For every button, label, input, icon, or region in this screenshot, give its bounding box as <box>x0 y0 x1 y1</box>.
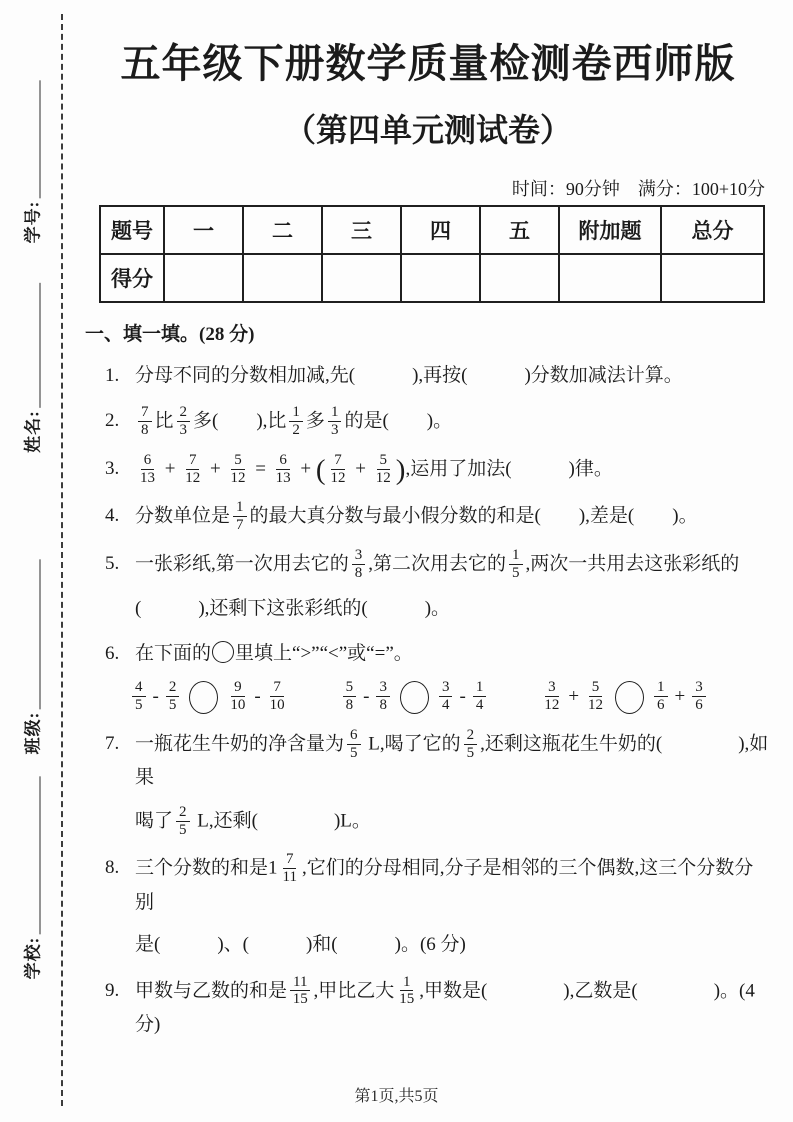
name-blank-line <box>38 283 41 408</box>
question-text: 的最大真分数与最小假分数的和是( ),差是( )。 <box>249 506 698 528</box>
fraction-numerator: 11 <box>290 974 310 992</box>
question-line <box>135 593 771 625</box>
fraction <box>281 851 299 886</box>
fraction <box>329 452 348 487</box>
fraction-numerator: 4 <box>132 679 146 697</box>
fraction-numerator: 1 <box>400 974 414 992</box>
header-part-2: 二 <box>243 206 322 254</box>
fraction-numerator: 5 <box>589 679 603 697</box>
fraction <box>347 727 361 762</box>
question-row <box>85 975 771 1042</box>
question-text: - <box>254 686 261 708</box>
question-row <box>85 548 771 625</box>
score-row-label: 得分 <box>100 254 164 302</box>
question-body <box>135 548 771 625</box>
fraction <box>397 974 416 1009</box>
fraction-denominator: 13 <box>275 469 291 486</box>
question-number: 5. <box>105 553 120 575</box>
fraction-numerator: 2 <box>176 804 190 822</box>
question-text: + <box>295 458 316 480</box>
fraction-numerator: 5 <box>377 452 391 470</box>
fraction <box>374 452 393 487</box>
question-body <box>135 852 771 961</box>
question-line <box>135 638 771 670</box>
question-number: 6. <box>105 642 120 664</box>
fraction-denominator: 11 <box>282 869 297 886</box>
question-text: = <box>250 458 271 480</box>
question-text: + <box>205 458 226 480</box>
fraction <box>542 679 561 714</box>
sidebar-field-name <box>19 283 44 453</box>
fraction-denominator: 12 <box>185 469 201 486</box>
section-title: 一、填一填。(28 分) <box>85 324 255 345</box>
fraction <box>177 404 191 439</box>
fraction-denominator: 10 <box>269 697 285 714</box>
time-and-score-info: 时间：90分钟 满分：100+10分 <box>511 179 765 199</box>
fraction <box>290 974 310 1009</box>
fraction-denominator: 5 <box>350 744 358 761</box>
score-cell <box>322 254 401 302</box>
fraction-denominator: 4 <box>441 697 450 714</box>
fraction <box>509 547 523 582</box>
question-body <box>135 975 771 1042</box>
question-number: 4. <box>105 505 120 527</box>
question-text: ,它们的分母相同,分子是相邻的三个偶数,这三个分数分别 <box>135 858 754 913</box>
fraction-denominator: 6 <box>695 697 703 714</box>
fraction-denominator: 8 <box>141 422 149 439</box>
fraction-numerator: 2 <box>177 404 191 422</box>
score-table-header-row <box>100 206 764 254</box>
question-line <box>135 548 771 583</box>
fraction-numerator: 2 <box>166 679 180 697</box>
comparison-expression <box>340 680 490 715</box>
score-cell <box>164 254 243 302</box>
question-text: ,运用了加法( )律。 <box>405 458 613 480</box>
fraction-denominator: 12 <box>375 469 391 486</box>
fraction-denominator: 3 <box>179 422 188 439</box>
question-number: 3. <box>105 457 120 479</box>
fraction-denominator: 12 <box>588 697 604 714</box>
fraction-denominator: 8 <box>379 697 387 714</box>
paper-content <box>85 0 771 1054</box>
question-body <box>135 500 771 535</box>
fraction-denominator: 5 <box>466 744 475 761</box>
name-label: 姓名: <box>23 410 43 453</box>
fraction-numerator: 7 <box>186 452 200 470</box>
fraction-numerator: 1 <box>328 404 342 422</box>
fraction-numerator: 1 <box>473 679 487 697</box>
page-number: 第1页,共5页 <box>354 1088 439 1105</box>
question-body <box>135 728 771 839</box>
fraction <box>228 452 247 487</box>
question-line <box>135 805 771 840</box>
question-row <box>85 405 771 440</box>
question-body <box>135 360 771 392</box>
question-row <box>85 728 771 839</box>
score-cell <box>243 254 322 302</box>
circle-symbol <box>212 641 234 663</box>
fraction <box>586 679 605 714</box>
question-number: 2. <box>105 410 120 432</box>
question-text: - <box>459 686 466 708</box>
class-blank-line <box>38 560 41 710</box>
header-part-4: 四 <box>401 206 480 254</box>
header-bonus: 附加题 <box>559 206 661 254</box>
fraction-numerator: 3 <box>439 679 453 697</box>
question-text: L,喝了它的 <box>363 733 461 755</box>
fraction-numerator: 6 <box>141 452 155 470</box>
question-line <box>135 852 771 919</box>
fraction <box>233 499 247 534</box>
question-body <box>135 453 771 488</box>
fraction <box>166 679 180 714</box>
sidebar-field-class <box>19 560 44 755</box>
question-text: 在下面的 <box>135 642 212 664</box>
fraction <box>274 452 293 487</box>
header-part-1: 一 <box>164 206 243 254</box>
question-text: 是( )、( )和( )。(6 分) <box>135 934 466 956</box>
score-table <box>99 205 765 303</box>
comparison-circle <box>615 681 644 714</box>
question-text: 的是( )。 <box>344 410 453 432</box>
fraction <box>228 679 247 714</box>
question-text: + <box>674 686 686 708</box>
question-line <box>135 360 771 392</box>
paper-title: 五年级下册数学质量检测卷西师版 <box>120 41 736 86</box>
fraction <box>352 547 366 582</box>
fraction-numerator: 1 <box>654 679 668 697</box>
question-text: 多 <box>305 410 325 432</box>
question-text: - <box>152 686 159 708</box>
fraction-numerator: 3 <box>545 679 559 697</box>
fraction <box>268 679 287 714</box>
question-text: + <box>160 458 181 480</box>
question-text: ,还剩这瓶花生牛奶的( ),如果 <box>135 733 769 789</box>
fraction-denominator: 12 <box>330 469 346 486</box>
question-row <box>85 360 771 392</box>
question-text: ,甲数是( ),乙数是( )。(4 分) <box>135 980 755 1036</box>
question-text: 一瓶花生牛奶的净含量为 <box>135 733 345 755</box>
question-text: 一张彩纸,第一次用去它的 <box>135 553 349 575</box>
student-id-label: 学号: <box>23 200 43 244</box>
fraction <box>692 679 706 714</box>
fraction-denominator: 4 <box>475 697 484 714</box>
student-id-blank-line <box>38 81 41 199</box>
question-number: 7. <box>105 732 120 754</box>
seal-dashed-line <box>61 14 63 1106</box>
question-body <box>135 405 771 440</box>
fraction-denominator: 5 <box>179 821 187 838</box>
fraction <box>343 679 357 714</box>
question-text: 多( ),比 <box>193 410 287 432</box>
comparison-line <box>129 680 771 715</box>
fraction <box>473 679 487 714</box>
fraction-denominator: 10 <box>230 697 246 714</box>
fraction-denominator: 3 <box>330 422 339 439</box>
fraction-numerator: 7 <box>138 404 152 422</box>
question-line <box>135 975 771 1042</box>
question-row <box>85 638 771 715</box>
score-cell <box>480 254 559 302</box>
fraction-numerator: 1 <box>233 499 247 517</box>
fraction-numerator: 3 <box>352 547 366 565</box>
score-table-score-row <box>100 254 764 302</box>
header-total: 总分 <box>661 206 764 254</box>
question-text: ,甲比乙大 <box>313 980 395 1002</box>
fraction-numerator: 7 <box>331 452 345 470</box>
question-body <box>135 638 771 715</box>
fraction-numerator: 5 <box>231 452 245 470</box>
fraction <box>654 679 668 714</box>
fraction <box>132 679 146 714</box>
question-number: 9. <box>105 979 120 1001</box>
school-blank-line <box>38 777 41 935</box>
fraction-numerator: 1 <box>509 547 523 565</box>
fraction-denominator: 12 <box>230 469 246 486</box>
fraction-numerator: 7 <box>283 851 297 869</box>
question-text: ( ),还剩下这张彩纸的( )。 <box>135 597 451 619</box>
question-text: 三个分数的和是1 <box>135 858 278 879</box>
fraction-denominator: 6 <box>657 697 665 714</box>
sidebar-field-student-id <box>19 81 44 244</box>
question-text: 分数单位是 <box>135 506 231 528</box>
fraction-denominator: 5 <box>512 564 520 581</box>
fraction <box>328 404 342 439</box>
fraction-numerator: 6 <box>276 452 290 470</box>
question-text: 分母不同的分数相加减,先( ),再按( )分数加减法计算。 <box>135 365 683 386</box>
fraction-denominator: 15 <box>292 991 308 1008</box>
fraction-denominator: 12 <box>544 697 560 714</box>
fraction <box>289 404 303 439</box>
comparison-expression <box>539 680 708 715</box>
question-line <box>135 500 771 535</box>
question-row <box>85 852 771 961</box>
score-cell <box>559 254 661 302</box>
question-text: + <box>568 686 580 708</box>
fraction-denominator: 13 <box>140 469 155 486</box>
score-cell <box>661 254 764 302</box>
question-text: 喝了 <box>135 810 174 832</box>
fraction-denominator: 7 <box>236 517 244 534</box>
question-line <box>135 405 771 440</box>
sidebar-field-school <box>19 777 44 980</box>
question-row <box>85 453 771 488</box>
comparison-circle <box>189 681 218 714</box>
score-cell <box>401 254 480 302</box>
header-question-number: 题号 <box>100 206 164 254</box>
parenthesis: ( <box>315 453 326 486</box>
school-label: 学校: <box>23 936 43 980</box>
fraction-numerator: 3 <box>376 679 390 697</box>
question-row <box>85 500 771 535</box>
fraction-numerator: 6 <box>347 727 361 745</box>
comparison-circle <box>400 681 429 714</box>
question-text: 甲数与乙数的和是 <box>135 980 288 1002</box>
header-part-3: 三 <box>322 206 401 254</box>
question-text: - <box>363 686 370 708</box>
fraction-numerator: 5 <box>343 679 357 697</box>
paper-subtitle: （第四单元测试卷） <box>283 112 572 148</box>
fraction-denominator: 5 <box>135 697 143 714</box>
parenthesis: ) <box>395 453 406 486</box>
fraction-denominator: 8 <box>354 564 363 581</box>
fraction-numerator: 1 <box>289 404 303 422</box>
fraction-numerator: 7 <box>270 679 284 697</box>
fraction-denominator: 5 <box>168 697 177 714</box>
question-text: 比 <box>154 410 174 432</box>
fraction <box>376 679 390 714</box>
questions-list <box>85 360 771 1041</box>
fraction <box>138 404 152 439</box>
fraction-denominator: 15 <box>399 991 415 1008</box>
question-line <box>135 929 771 961</box>
fraction <box>183 452 202 487</box>
question-line <box>135 728 771 795</box>
question-text: ,两次一共用去这张彩纸的 <box>525 553 740 575</box>
question-text: L,还剩( )L。 <box>192 810 371 832</box>
question-text: 里填上“>”“<”或“=”。 <box>235 642 413 664</box>
fraction <box>439 679 453 714</box>
question-line <box>135 453 771 488</box>
fraction-denominator: 8 <box>345 697 354 714</box>
fraction <box>464 727 478 762</box>
question-number: 8. <box>105 857 120 879</box>
fraction-numerator: 9 <box>231 679 245 697</box>
question-text: ,第二次用去它的 <box>368 553 507 575</box>
fraction-denominator: 2 <box>292 422 300 439</box>
header-part-5: 五 <box>480 206 559 254</box>
fraction-numerator: 3 <box>692 679 706 697</box>
fraction-numerator: 2 <box>464 727 478 745</box>
class-label: 班级: <box>23 711 43 755</box>
fraction <box>176 804 190 839</box>
fraction <box>138 452 157 487</box>
comparison-expression <box>129 680 290 715</box>
question-number: 1. <box>105 365 120 386</box>
question-text: + <box>350 458 371 480</box>
